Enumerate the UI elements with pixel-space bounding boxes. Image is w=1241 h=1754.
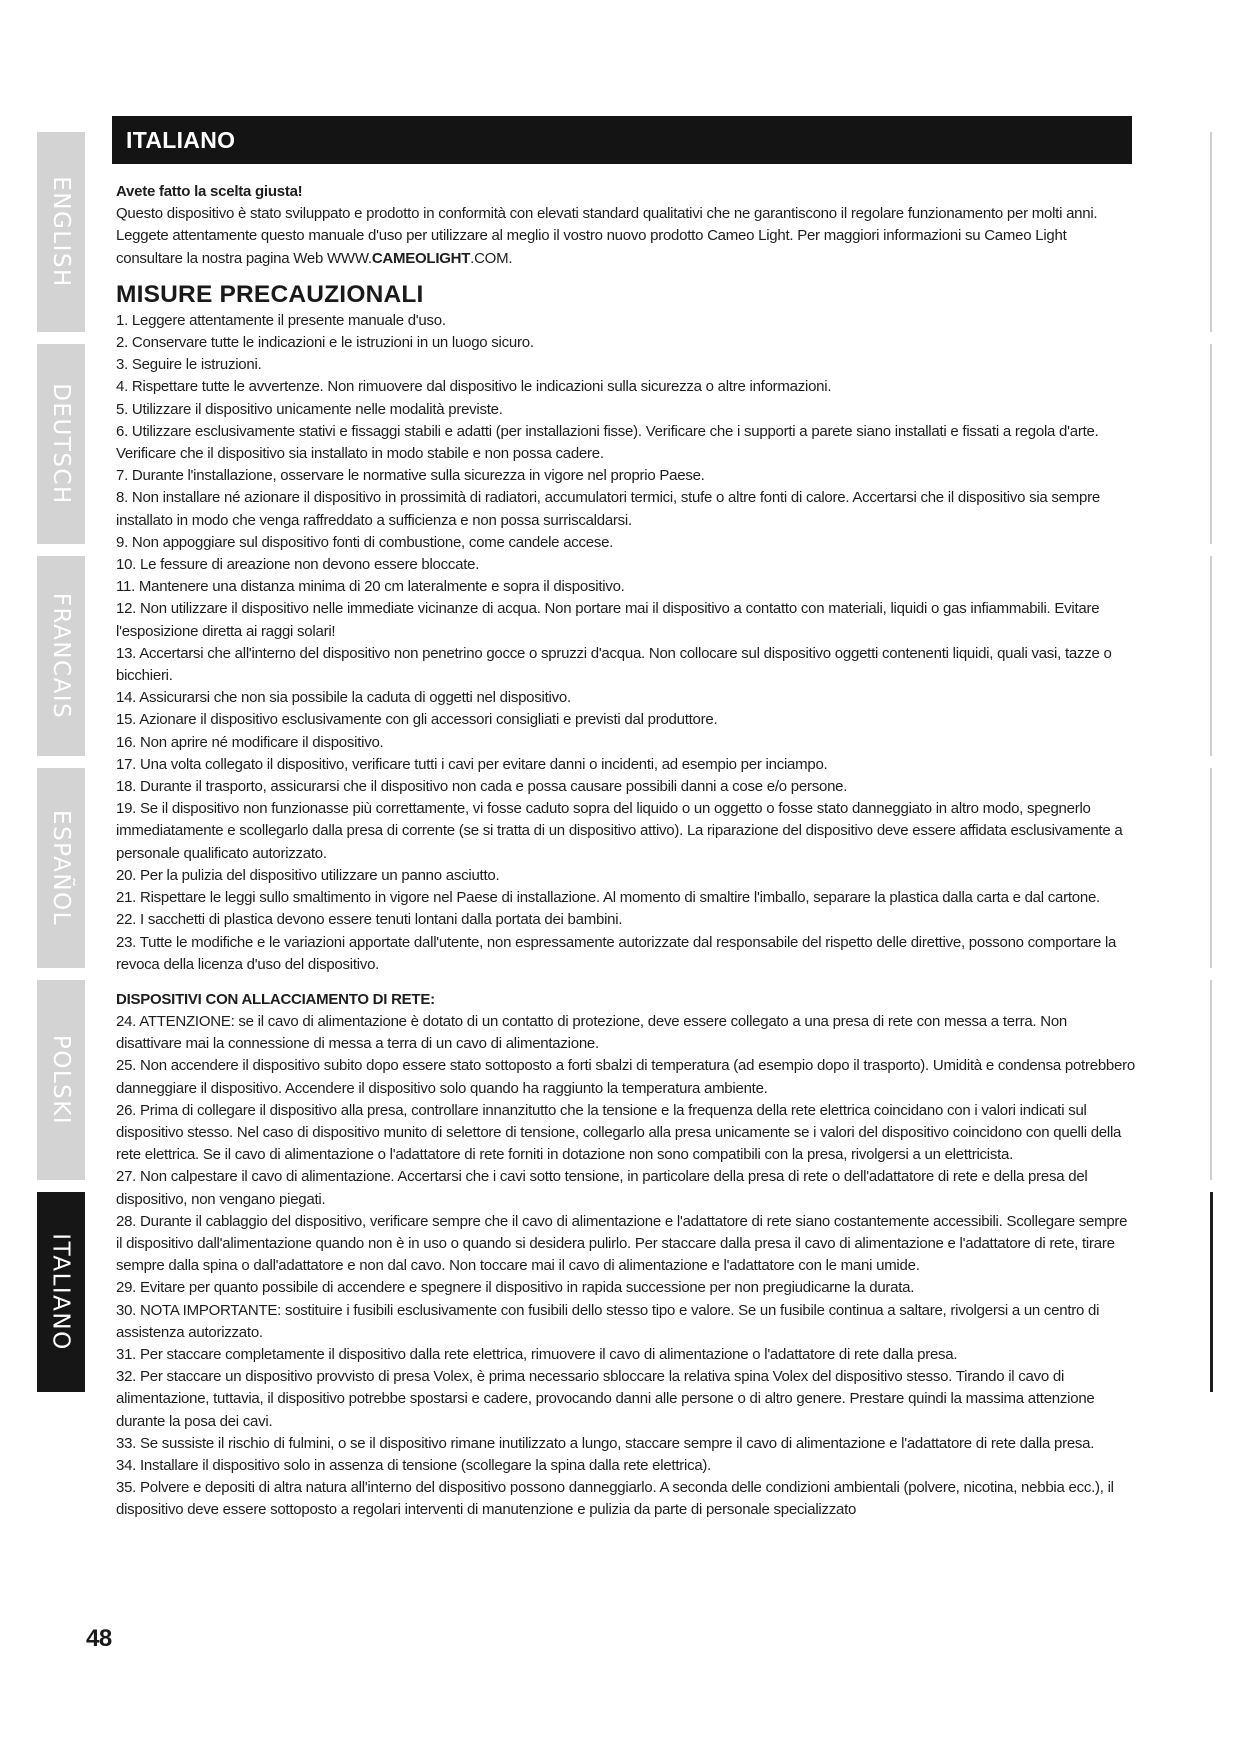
list-item: 1. Leggere attentamente il presente manuale d'uso. xyxy=(116,311,446,329)
list-item: 24. ATTENZIONE: se il cavo di alimentazione è dotato di un contatto di protezione, deve essere collegato a una presa di rete con messa a terra. Non disattivare mai la connessione di messa a terra di un cavo di alimentazione. xyxy=(116,1012,1068,1053)
list-item: 6. Utilizzare esclusivamente stativi e fissaggi stabili e adatti (per installazioni fisse). Verificare che i supporti a parete siano installati e fissati a regola d'arte. Verificare che il dispositivo sia installato in modo stabile e non possa cadere. xyxy=(116,422,1099,463)
list-item: 3. Seguire le istruzioni. xyxy=(116,356,262,374)
margin-rule xyxy=(1210,132,1212,332)
mains-list xyxy=(116,1011,1136,1522)
list-item: 12. Non utilizzare il dispositivo nelle immediate vicinanze di acqua. Non portare mai il dispositivo a contatto con materiali, liquidi o gas infiammabili. Evitare l'esposizione diretta ai raggi solari! xyxy=(116,600,1100,640)
list-item: 18. Durante il trasporto, assicurarsi che il dispositivo non cada e possa causare possibili danni a cose e/o persone. xyxy=(116,778,848,796)
margin-rule xyxy=(1210,344,1212,544)
list-item: 21. Rispettare le leggi sullo smaltimento in vigore nel Paese di installazione. Al momento di smaltire l'imballo, separare la plastica dalla carta e dal cartone. xyxy=(116,889,1100,907)
main-content xyxy=(116,181,1136,1522)
tab-polski[interactable] xyxy=(37,980,85,1180)
list-item: 33. Se sussiste il rischio di fulmini, o se il dispositivo rimane inutilizzato a lungo, staccare sempre il cavo di alimentazione e l'adattatore di rete dalla presa. xyxy=(116,1434,1095,1452)
list-item: 15. Azionare il dispositivo esclusivamente con gli accessori consigliati e previsti dal produttore. xyxy=(116,711,718,729)
intro-text: Questo dispositivo è stato sviluppato e prodotto in conformità con elevati standard qualitativi che ne garantiscono il regolare funzionamento per molti anni. Leggete attentamente questo manuale d'uso per utilizzare al meglio il vostro nuovo prodotto Cameo Light. Per maggiori informazioni su Cameo Light consultare la nostra pagina Web WWW. xyxy=(116,205,1098,267)
intro-paragraph xyxy=(116,203,1136,270)
list-item: 14. Assicurarsi che non sia possibile la caduta di oggetti nel dispositivo. xyxy=(116,689,571,707)
margin-rule xyxy=(1210,556,1212,756)
page-number: 48 xyxy=(86,1625,112,1652)
section-title-mains: DISPOSITIVI CON ALLACCIAMENTO DI RETE: xyxy=(116,990,435,1008)
tab-label: ESPAÑOL xyxy=(48,810,75,926)
section-title-precautions: MISURE PRECAUZIONALI xyxy=(116,280,424,308)
tab-label: ITALIANO xyxy=(48,1233,75,1351)
list-item: 5. Utilizzare il dispositivo unicamente nelle modalità previste. xyxy=(116,400,503,418)
tab-label: ENGLISH xyxy=(48,176,74,288)
margin-rule-active xyxy=(1210,1192,1213,1392)
list-item: 19. Se il dispositivo non funzionasse più correttamente, vi fosse caduto sopra del liquido o un oggetto o fosse stato danneggiato in altro modo, spegnerlo immediatamente e scollegarlo dalla presa di corrente (se si tratta di un dispositivo attivo). La riparazione del dispositivo deve essere affidata esclusivamente a personale qualificato autorizzato. xyxy=(116,800,1123,862)
list-item: 2. Conservare tutte le indicazioni e le istruzioni in un luogo sicuro. xyxy=(116,334,534,352)
list-item: 9. Non appoggiare sul dispositivo fonti di combustione, come candele accese. xyxy=(116,533,614,551)
list-item: 13. Accertarsi che all'interno del dispositivo non penetrino gocce o spruzzi d'acqua. Non collocare sul dispositivo oggetti contenenti liquidi, quali vasi, tazze o bicchieri. xyxy=(116,644,1112,685)
list-item: 27. Non calpestare il cavo di alimentazione. Accertarsi che i cavi sotto tensione, in particolare della presa di rete o dell'adattatore di rete e della presa del dispositivo, non vengano piegati. xyxy=(116,1168,1088,1208)
margin-rule xyxy=(1210,980,1212,1180)
list-item: 26. Prima di collegare il dispositivo alla presa, controllare innanzitutto che la tensione e la frequenza della rete elettrica coincidano con i valori indicati sul dispositivo stesso. Nel caso di dispositivo munito di selettore di tensione, collegarlo alla presa unicamente se i valori del dispositivo coincidono con quelli della rete elettrica. Se il cavo di alimentazione o l'adattatore di rete forniti in dotazione non sono compatibili con la presa, rivolgersi a un elettricista. xyxy=(116,1101,1122,1164)
tab-italiano[interactable] xyxy=(37,1192,85,1392)
tab-english[interactable] xyxy=(37,132,85,332)
brand-name: CAMEOLIGHT xyxy=(371,249,471,267)
list-item: 17. Una volta collegato il dispositivo, verificare tutti i cavi per evitare danni o incidenti, ad esempio per inciampo. xyxy=(116,755,828,773)
intro-text-end: .COM. xyxy=(470,249,513,267)
tab-label: FRANCAIS xyxy=(48,592,74,720)
list-item: 29. Evitare per quanto possibile di accendere e spegnere il dispositivo in rapida successione per non pregiudicarne la durata. xyxy=(116,1279,915,1297)
list-item: 8. Non installare né azionare il dispositivo in prossimità di radiatori, accumulatori termici, stufe o altre fonti di calore. Accertarsi che il dispositivo sia sempre installato in modo che venga raffreddato a sufficienza e non possa surriscaldarsi. xyxy=(116,489,1100,529)
precautions-list xyxy=(116,310,1136,976)
list-item: 31. Per staccare completamente il dispositivo dalla rete elettrica, rimuovere il cavo di alimentazione o l'adattatore di rete dalla presa. xyxy=(116,1345,958,1363)
tab-label: DEUTSCH xyxy=(48,383,74,505)
list-item: 25. Non accendere il dispositivo subito dopo essere stato sottoposto a forti sbalzi di temperatura (ad esempio dopo il trasporto). Umidità e condensa potrebbero danneggiare il dispositivo. Accendere il dispositivo solo quando ha raggiunto la temperatura ambiente. xyxy=(116,1057,1135,1097)
list-item: 10. Le fessure di areazione non devono essere bloccate. xyxy=(116,556,480,574)
list-item: 16. Non aprire né modificare il dispositivo. xyxy=(116,733,384,751)
list-item: 22. I sacchetti di plastica devono essere tenuti lontani dalla portata dei bambini. xyxy=(116,911,623,929)
list-item: 23. Tutte le modifiche e le variazioni apportate dall'utente, non espressamente autorizzate dal responsabile del rispetto delle direttive, possono comportare la revoca della licenza d'uso del dispositivo. xyxy=(116,933,1117,973)
list-item: 28. Durante il cablaggio del dispositivo, verificare sempre che il cavo di alimentazione e l'adattatore di rete siano costantemente accessibili. Scollegare sempre il dispositivo dall'alimentazione quando non è in uso o quando si desidera pulirlo. Per staccare dalla presa il cavo di alimentazione e l'adattatore di rete, tirare sempre dalla spina o dall'adattatore e non dal cavo. Non toccare mai il cavo di alimentazione e l'adattatore con le mani umide. xyxy=(116,1212,1128,1275)
tab-francais[interactable] xyxy=(37,556,85,756)
tab-deutsch[interactable] xyxy=(37,344,85,544)
list-item: 35. Polvere e depositi di altra natura all'interno del dispositivo possono danneggiarlo. A seconda delle condizioni ambientali (polvere, nicotina, nebbia ecc.), il dispositivo deve essere sottoposto a regolari interventi di manutenzione e pulizia da parte di personale specializzato xyxy=(116,1479,1114,1519)
list-item: 4. Rispettare tutte le avvertenze. Non rimuovere dal dispositivo le indicazioni sulla sicurezza o altre informazioni. xyxy=(116,378,832,396)
list-item: 34. Installare il dispositivo solo in assenza di tensione (scollegare la spina dalla rete elettrica). xyxy=(116,1456,712,1474)
list-item: 7. Durante l'installazione, osservare le normative sulla sicurezza in vigore nel proprio Paese. xyxy=(116,467,705,485)
tab-label: POLSKI xyxy=(48,1034,75,1126)
list-item: 20. Per la pulizia del dispositivo utilizzare un panno asciutto. xyxy=(116,866,500,884)
list-item: 30. NOTA IMPORTANTE: sostituire i fusibili esclusivamente con fusibili dello stesso tipo e valore. Se un fusibile continua a saltare, rivolgersi a un centro di assistenza autorizzato. xyxy=(116,1301,1100,1341)
list-item: 11. Mantenere una distanza minima di 20 cm lateralmente e sopra il dispositivo. xyxy=(116,578,625,596)
tab-espanol[interactable] xyxy=(37,768,85,968)
margin-rule xyxy=(1210,768,1212,968)
page-title: ITALIANO xyxy=(126,126,236,153)
list-item: 32. Per staccare un dispositivo provvisto di presa Volex, è prima necessario sbloccare la relativa spina Volex del dispositivo stesso. Tirando il cavo di alimentazione, tuttavia, il dispositivo potrebbe spostarsi e cadere, provocando danni alle persone o di altro genere. Prestare quindi la massima attenzione durante la posa dei cavi. xyxy=(116,1368,1095,1430)
page-header-banner xyxy=(112,116,1132,164)
intro-lead: Avete fatto la scelta giusta! xyxy=(116,183,303,200)
